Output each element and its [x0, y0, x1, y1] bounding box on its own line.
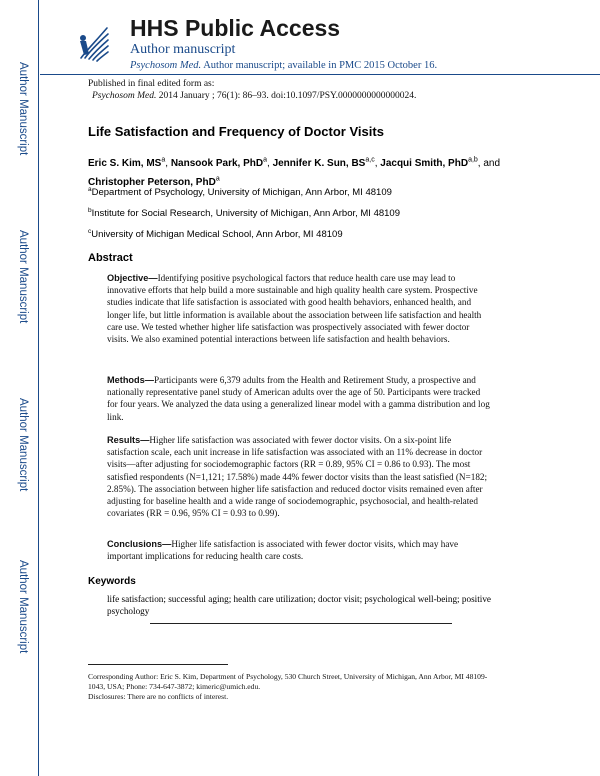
methods-label: Methods— [107, 375, 154, 385]
results-label: Results— [107, 435, 150, 445]
published-label: Published in final edited form as: [88, 79, 215, 89]
margin-rule [38, 0, 39, 776]
author-affiliation-mark: a,b [468, 157, 478, 164]
author-separator: , and [477, 158, 501, 170]
affiliation-text: University of Michigan Medical School, Ann Arbor, MI 48109 [91, 229, 343, 241]
affiliation-text: Institute for Social Research, University of Michigan, Ann Arbor, MI 48109 [91, 208, 400, 220]
affiliation [88, 184, 392, 199]
correspondence-note: Corresponding Author: Eric S. Kim, Department of Psychology, 530 Church Street, University of Michigan, Ann Arbor, MI 48109-1043, USA; Phone: 734-647-3872; kimeric@umich.edu. [88, 672, 488, 691]
author-name: Nansook Park, PhD [170, 158, 264, 170]
affiliation [88, 226, 343, 241]
pmc-availability [130, 59, 437, 72]
affiliation-mark: c [88, 228, 92, 235]
footnotes [88, 672, 493, 702]
author [88, 158, 171, 169]
author-affiliation-mark: a [263, 157, 267, 164]
abstract-conclusions [107, 538, 492, 562]
author-separator: , [267, 158, 273, 170]
publication-info [88, 78, 416, 102]
author-affiliation-mark: a [215, 175, 220, 183]
hhs-eagle-logo-icon [75, 24, 111, 64]
author-name: Eric S. Kim, MS [88, 158, 162, 170]
affiliation-text: Department of Psychology, University of Michigan, Ann Arbor, MI 48109 [91, 187, 392, 199]
abstract-results [107, 434, 492, 519]
header-divider [40, 74, 600, 75]
results-text: Higher life satisfaction was associated with fewer doctor visits. On a six-point life satisfaction scale, each unit increase in life satisfaction was associated with an 11% decrease in doctor visits—after adjusting for sociodemographic factors (RR = 0.89, 95% CI = 0.86 to 0.93). The most satisfied respondents (N=1,121; 17.58%) made 44% fewer doctor visits than the least satisfied (N=182; 2.85%). The association between higher life satisfaction and reduced doctor visits remained even after adjusting for baseline health and a wide range of sociodemographic, psychosocial, and health-related covariates (RR = 0.96, 95% CI = 0.93 to 0.99). [107, 435, 488, 519]
side-label-author-manuscript: Author Manuscript [17, 560, 29, 654]
conclusions-label: Conclusions— [107, 539, 172, 549]
abstract-objective [107, 272, 492, 345]
citation [88, 90, 416, 102]
objective-text: Identifying positive psychological factors that reduce health care use may lead to innovative efforts that help build a more sustainable and high quality health care system. Prospective studies indicate that life satisfaction is associated with good health behaviors, enhanced health, and longer life, but little information is available about the association between life satisfaction and health care use. We tested whether higher life satisfaction was prospectively associated with fewer doctor visits. We also examined potential interactions between life satisfaction and health behaviors. [107, 273, 482, 345]
affiliation [88, 205, 400, 220]
author-separator: , [374, 158, 381, 170]
side-label-author-manuscript: Author Manuscript [17, 230, 29, 324]
author-manuscript-label: Author manuscript [130, 42, 236, 57]
article-title: Life Satisfaction and Frequency of Doctor Visits [88, 124, 384, 139]
author-affiliation-mark: a [161, 157, 166, 164]
footnote-divider [88, 664, 228, 665]
side-label-author-manuscript: Author Manuscript [17, 62, 29, 156]
availability-text: Author manuscript; available in PMC 2015 October 16. [203, 60, 438, 71]
author-name: Jennifer K. Sun, BS [272, 158, 366, 170]
keywords-heading: Keywords [88, 576, 136, 587]
conclusions-text: Higher life satisfaction is associated with fewer doctor visits, which may have important implications for reducing health care costs. [107, 539, 459, 562]
objective-label: Objective— [107, 273, 158, 283]
abstract-methods [107, 374, 492, 423]
abstract-heading: Abstract [88, 252, 133, 264]
affiliation-mark: b [88, 207, 92, 214]
author-name: Jacqui Smith, PhD [380, 158, 469, 170]
hhs-public-access-title: HHS Public Access [130, 15, 341, 41]
author-separator: , [165, 158, 171, 170]
citation-text: 2014 January ; 76(1): 86–93. doi:10.1097/PSY.0000000000000024. [158, 91, 417, 101]
affiliation-mark: a [88, 186, 92, 193]
author [171, 158, 273, 169]
keywords-divider [150, 623, 452, 624]
journal-name: Psychosom Med. [130, 60, 202, 71]
methods-text: Participants were 6,379 adults from the Health and Retirement Study, a prospective and nationally representative panel study of American adults over the age of 50. Participants were tracked for four years. We analyzed the data using a generalized linear model with a gamma distribution and log link. [107, 375, 490, 422]
author-affiliation-mark: a,c [365, 157, 375, 164]
author-name: Christopher Peterson, PhD [88, 176, 216, 188]
author [380, 158, 500, 169]
side-label-author-manuscript: Author Manuscript [17, 398, 29, 492]
citation-journal: Psychosom Med. [92, 91, 157, 101]
keywords-text: life satisfaction; successful aging; health care utilization; doctor visit; psychological well-being; positive psychology [107, 594, 491, 617]
disclosures-note: Disclosures: There are no conflicts of interest. [88, 692, 229, 701]
author [273, 158, 381, 169]
